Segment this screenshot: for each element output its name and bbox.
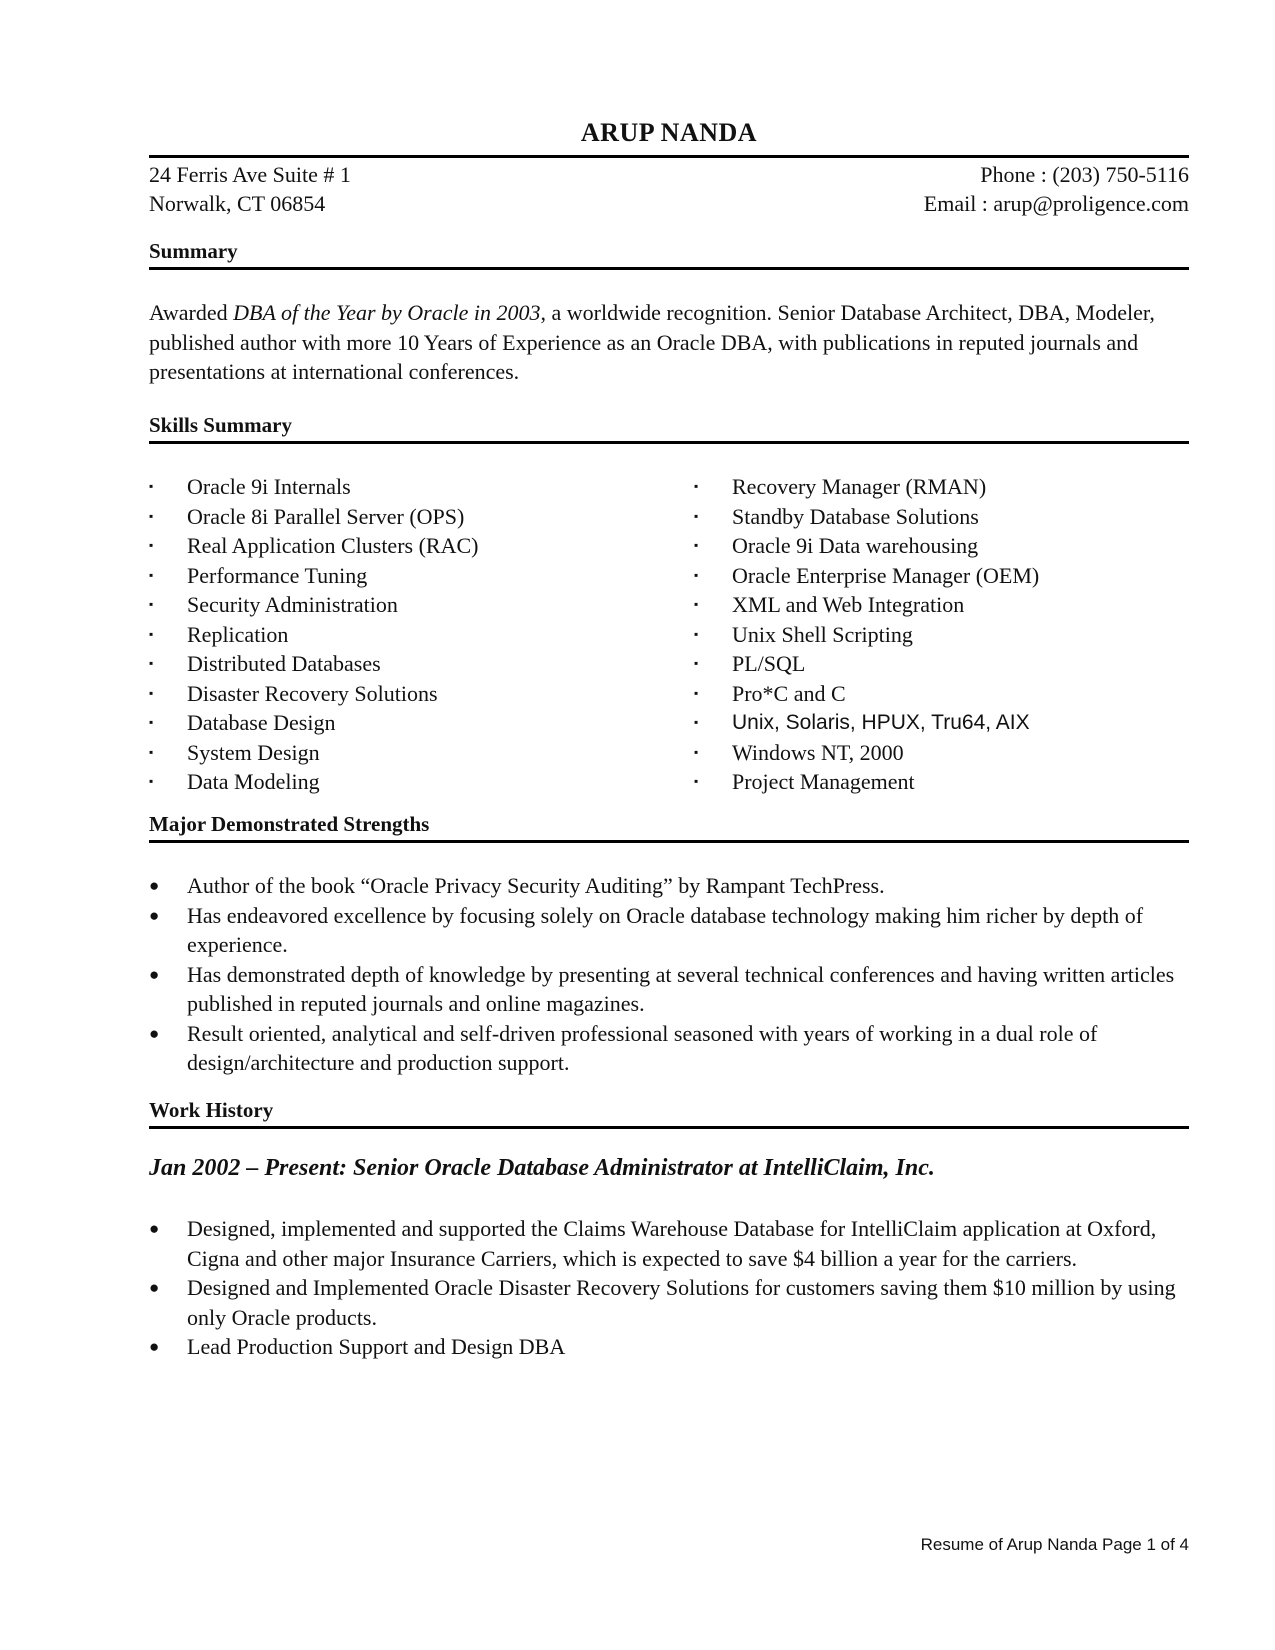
strengths-list	[149, 871, 1189, 1078]
list-item: ▪ Real Application Clusters (RAC)	[149, 531, 478, 561]
list-item: ▪ Replication	[149, 620, 478, 650]
list-item: ▪ Project Management	[694, 767, 1039, 797]
list-item: ● Result oriented, analytical and self-driven professional seasoned with years of working in a dual role of design/architecture and production support.	[149, 1019, 1189, 1078]
address-line-2: Norwalk, CT 06854	[149, 191, 326, 216]
summary-award: DBA of the Year by Oracle in 2003	[233, 300, 541, 325]
list-item: ▪ Unix Shell Scripting	[694, 620, 1039, 650]
list-item: ▪ Recovery Manager (RMAN)	[694, 472, 1039, 502]
summary-text-after: , a worldwide recognition. Senior Database Architect, DBA, Modeler, published author with more 10 Years of Experience as an Oracle DBA, with publications in reputed journals and presentations at international conferences.	[149, 300, 1155, 384]
resume-page	[149, 0, 1189, 1650]
list-item: ▪ Oracle 9i Data warehousing	[694, 531, 1039, 561]
summary-heading: Summary	[149, 238, 1189, 270]
list-item: ▪ Security Administration	[149, 590, 478, 620]
list-item: ▪ Oracle 8i Parallel Server (OPS)	[149, 502, 478, 532]
job-title: Jan 2002 – Present: Senior Oracle Database Administrator at IntelliClaim, Inc.	[149, 1155, 935, 1181]
list-item: ▪ Unix, Solaris, HPUX, Tru64, AIX	[694, 708, 1039, 738]
list-item: ▪ Windows NT, 2000	[694, 738, 1039, 768]
list-item: ● Has demonstrated depth of knowledge by presenting at several technical conferences and having written articles published in reputed journals and online magazines.	[149, 960, 1189, 1019]
list-item: ▪ Database Design	[149, 708, 478, 738]
list-item: ▪ Oracle 9i Internals	[149, 472, 478, 502]
work-history-heading: Work History	[149, 1097, 1189, 1129]
summary-text-before: Awarded	[149, 300, 234, 325]
list-item: ● Designed, implemented and supported the Claims Warehouse Database for IntelliClaim application at Oxford, Cigna and other major Insurance Carriers, which is expected to save $4 billion a year for the carriers.	[149, 1214, 1189, 1273]
skills-list-right	[694, 472, 1039, 797]
email-text: Email : arup@proligence.com	[923, 191, 1189, 216]
summary-paragraph	[149, 298, 1189, 387]
list-item: ▪ PL/SQL	[694, 649, 1039, 679]
contact-block	[924, 160, 1189, 218]
list-item: ▪ Pro*C and C	[694, 679, 1039, 709]
skills-heading: Skills Summary	[149, 412, 1189, 444]
list-item: ▪ Oracle Enterprise Manager (OEM)	[694, 561, 1039, 591]
list-item: ● Lead Production Support and Design DBA	[149, 1332, 1189, 1362]
phone-text: Phone : (203) 750-5116	[980, 162, 1189, 187]
skills-list-left	[149, 472, 478, 797]
work-duties-list	[149, 1214, 1189, 1362]
candidate-name: ARUP NANDA	[580, 118, 758, 147]
list-item: ● Designed and Implemented Oracle Disaster Recovery Solutions for customers saving them $10 million by using only Oracle products.	[149, 1273, 1189, 1332]
list-item: ▪ Standby Database Solutions	[694, 502, 1039, 532]
list-item: ▪ Data Modeling	[149, 767, 478, 797]
header-divider	[149, 155, 1189, 158]
list-item: ▪ Disaster Recovery Solutions	[149, 679, 478, 709]
list-item: ▪ Performance Tuning	[149, 561, 478, 591]
list-item: ▪ XML and Web Integration	[694, 590, 1039, 620]
strengths-heading: Major Demonstrated Strengths	[149, 811, 1189, 843]
address-block	[149, 160, 351, 218]
page-footer: Resume of Arup Nanda Page 1 of 4	[920, 1535, 1189, 1554]
list-item: ▪ Distributed Databases	[149, 649, 478, 679]
job-title-line	[149, 1155, 935, 1182]
list-item: ▪ System Design	[149, 738, 478, 768]
list-item: ● Author of the book “Oracle Privacy Security Auditing” by Rampant TechPress.	[149, 871, 1189, 901]
address-line-1: 24 Ferris Ave Suite # 1	[149, 162, 351, 187]
list-item: ● Has endeavored excellence by focusing solely on Oracle database technology making him richer by depth of experience.	[149, 901, 1189, 960]
